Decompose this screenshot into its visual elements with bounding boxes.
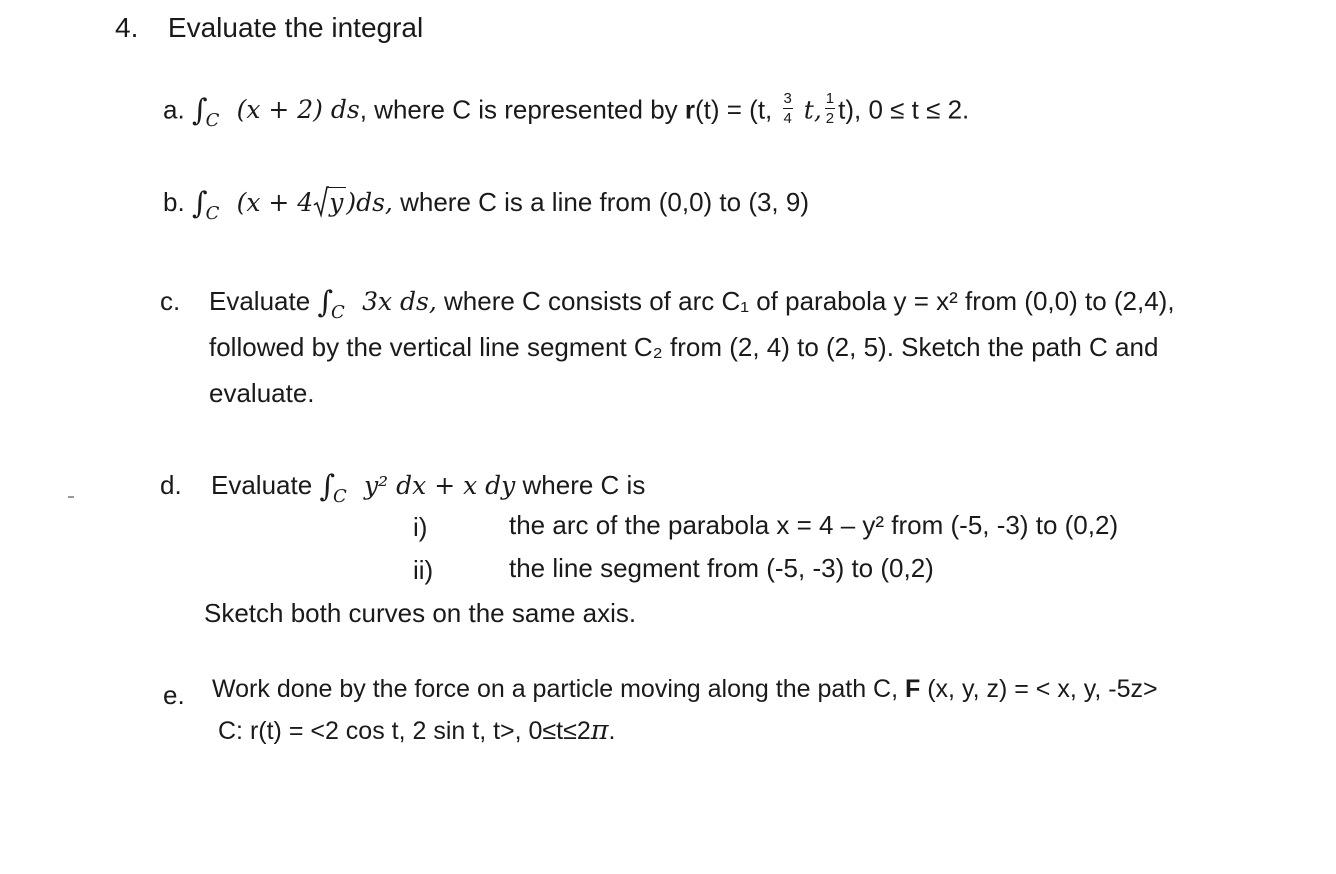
part-a-fraction-1: $\frac{3}{4}$: [783, 90, 792, 127]
part-d-text: where C is: [515, 470, 646, 500]
curve-subscript: C: [205, 110, 220, 132]
part-a-vector-r: r: [684, 94, 695, 125]
part-a-t-mid: t,: [795, 95, 822, 125]
part-d-item-1-num: i): [413, 512, 428, 542]
problem-title: Evaluate the integral: [167, 12, 424, 43]
part-d-item-1-text: the arc of the parabola x = 4 – y² from (-5, -3) to (0,2): [509, 510, 1119, 540]
curve-subscript: C: [331, 302, 345, 323]
part-c-line1-rest: where C consists of arc C₁ of parabola y = x² from (0,0) to (2,4),: [436, 286, 1175, 316]
part-a: [163, 90, 970, 132]
part-a-tail: t), 0 ≤ t ≤ 2.: [838, 94, 970, 125]
curve-subscript: C: [333, 486, 347, 507]
integral-sign-icon: ∫: [319, 469, 336, 504]
part-c-line-2: followed by the vertical line segment C₂ from (2, 4) to (2, 5). Sketch the path C and: [209, 332, 1159, 362]
square-root-icon: [313, 187, 346, 215]
integral-sign-icon: ∫: [191, 93, 208, 129]
part-a-label: a.: [163, 94, 185, 125]
part-c-integrand: 3x ds,: [362, 287, 437, 316]
part-d-evaluate: Evaluate: [211, 470, 320, 500]
part-e-line-1: [212, 677, 1158, 702]
problem-header: [115, 14, 423, 42]
part-e-line2-pre: C: r(t) = <2 cos t, 2 sin t, t>, 0≤t≤2: [218, 717, 591, 745]
integral-sign-icon: ∫: [191, 186, 208, 221]
part-e-line2-end: .: [608, 717, 616, 745]
part-d-item-2-num: ii): [413, 555, 434, 585]
part-d-sketch: Sketch both curves on the same axis.: [204, 598, 637, 628]
part-b-text: where C is a line from (0,0) to (3, 9): [392, 187, 809, 217]
part-a-text: , where C is represented by: [359, 94, 685, 125]
part-e-line-2: [218, 717, 615, 744]
part-e-line1-pre: Work done by the force on a particle moving along the path C,: [212, 675, 905, 703]
part-e-line1-post: (x, y, z) = < x, y, -5z>: [920, 675, 1158, 703]
integral-sign-icon: ∫: [317, 285, 334, 320]
curve-subscript: C: [205, 203, 220, 224]
part-c-label: c.: [160, 286, 181, 316]
part-a-rt: (t) = (t,: [695, 94, 780, 125]
scan-speck: [68, 496, 74, 498]
part-d-item-2-text: the line segment from (-5, -3) to (0,2): [509, 553, 934, 583]
part-d-label: d.: [160, 470, 182, 500]
part-c-line-1: [209, 285, 1175, 323]
part-a-fraction-2: $\frac{1}{2}$: [825, 90, 835, 127]
part-c-line-3: evaluate.: [209, 378, 315, 408]
part-d-line-1: [211, 469, 646, 507]
part-e-pi: π: [590, 715, 609, 746]
part-c-evaluate: Evaluate: [209, 286, 318, 316]
part-b-integrand-post: )ds,: [346, 188, 393, 217]
part-b-radicand: y: [327, 187, 346, 215]
problem-number: 4.: [115, 12, 139, 43]
part-d-integrand: y² dx + x dy: [364, 471, 516, 500]
part-e-force-F: F: [905, 675, 921, 703]
part-b-label: b.: [163, 187, 185, 217]
part-b-integrand-pre: (x + 4: [236, 188, 314, 217]
part-e-label: e.: [163, 680, 185, 710]
part-b: [163, 186, 809, 224]
part-a-integrand: (x + 2) ds: [236, 95, 360, 125]
